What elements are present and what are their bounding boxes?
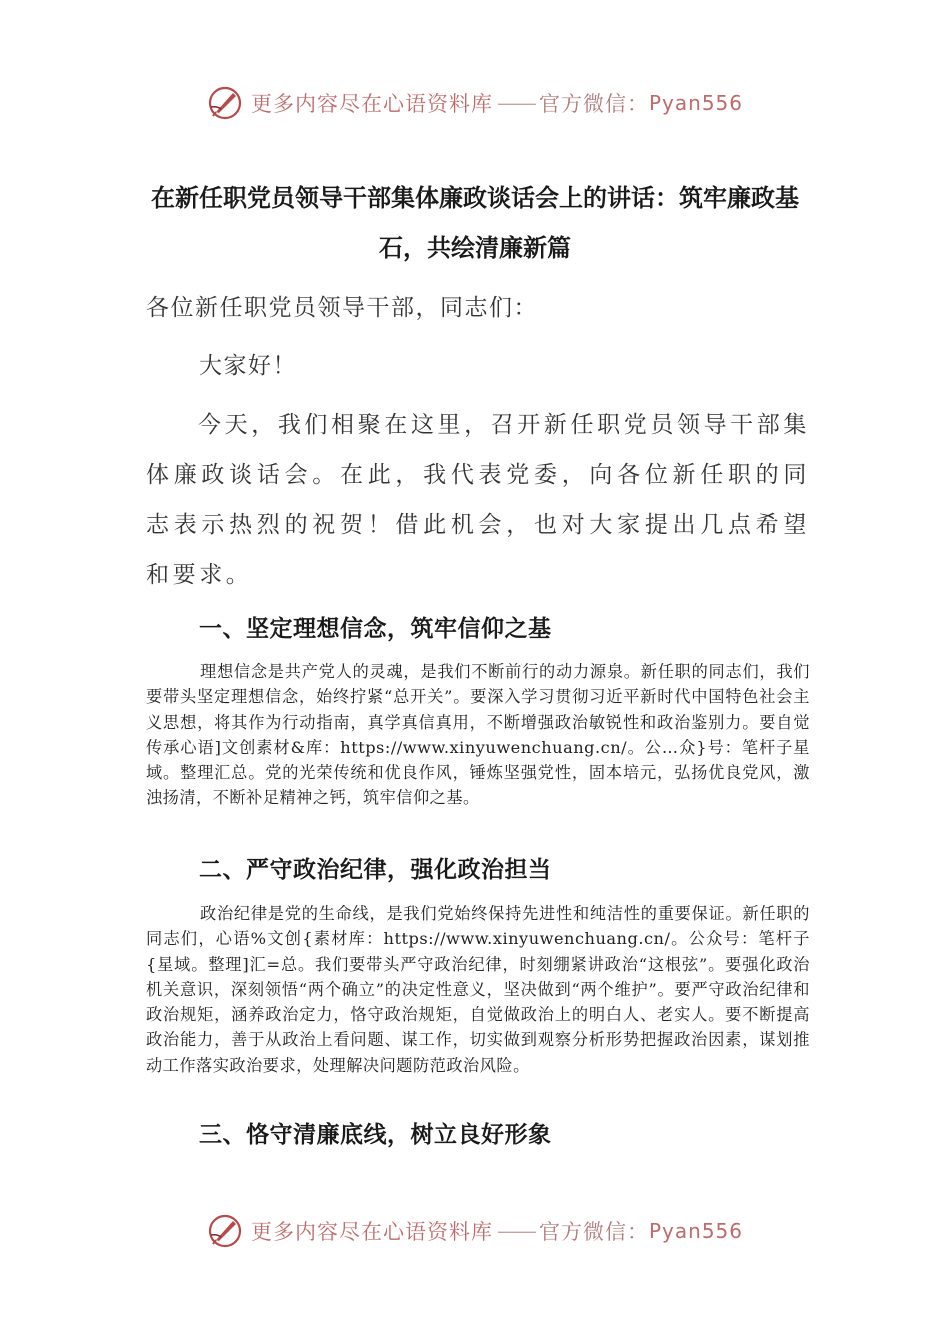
hello-line: 大家好！ xyxy=(199,353,297,379)
watermark-sub-text: 官方微信： xyxy=(538,92,649,116)
quill-pen-logo-icon xyxy=(207,85,243,121)
intro-paragraph: 今天，我们相聚在这里，召开新任职党员领导干部集体廉政谈话会。在此，我代表党委，向各位新任职的同志表示热烈的祝贺！借此机会，也对大家提出几点希望和要求。 xyxy=(146,412,810,588)
document-title: 在新任职党员领导干部集体廉政谈话会上的讲话：筑牢廉政基石，共绘清廉新篇 xyxy=(151,184,799,262)
section-heading-3: 三、恪守清廉底线，树立良好形象 xyxy=(199,1122,552,1148)
watermark-footer xyxy=(0,1206,950,1256)
section-body-1: 理想信念是共产党人的灵魂，是我们不断前行的动力源泉。新任职的同志们，我们要带头坚定理想信念，始终拧紧“总开关”。要深入学习贯彻习近平新时代中国特色社会主义思想，将其作为行动指南，真学真信真用，不断增强政治敏锐性和政治鉴别力。要自觉传承心语]文创素材&库：https://www.xinyuwenchuang.cn/。公…众}号：笔杆子星域。整理汇总。党的光荣传统和优良作风，锤炼坚强党性，固本培元，弘扬优良党风，激浊扬清，不断补足精神之钙，筑牢信仰之基。 xyxy=(146,662,810,808)
watermark-dash: —— xyxy=(496,1219,535,1243)
section-heading-1: 一、坚定理想信念，筑牢信仰之基 xyxy=(199,616,552,642)
quill-pen-logo-icon xyxy=(207,1213,243,1249)
watermark-main-text: 更多内容尽在心语资料库 xyxy=(250,92,493,116)
watermark-sub-text: 官方微信： xyxy=(538,1220,649,1244)
watermark-dash: —— xyxy=(496,91,535,115)
section-body-2: 政治纪律是党的生命线，是我们党始终保持先进性和纯洁性的重要保证。新任职的同志们，心语%文创{素材库：https://www.xinyuwenchuang.cn/。公众号：笔杆子{星域。整理]汇=总。我们要带头严守政治纪律，时刻绷紧讲政治“这根弦”。要强化政治机关意识，深刻领悟“两个确立”的决定性意义，坚决做到“两个维护”。要严守政治纪律和政治规矩，涵养政治定力，恪守政治规矩，自觉做政治上的明白人、老实人。要不断提高政治能力，善于从政治上看问题、谋工作，切实做到观察分析形势把握政治因素，谋划推动工作落实政治要求，处理解决问题防范政治风险。 xyxy=(146,904,810,1075)
watermark-wechat-id: Pyan556 xyxy=(648,1219,743,1243)
section-heading-2: 二、严守政治纪律，强化政治担当 xyxy=(199,857,552,883)
watermark-main-text: 更多内容尽在心语资料库 xyxy=(250,1220,493,1244)
greeting: 各位新任职党员领导干部，同志们： xyxy=(146,295,538,321)
watermark-wechat-id: Pyan556 xyxy=(648,91,743,115)
watermark-header xyxy=(0,78,950,128)
